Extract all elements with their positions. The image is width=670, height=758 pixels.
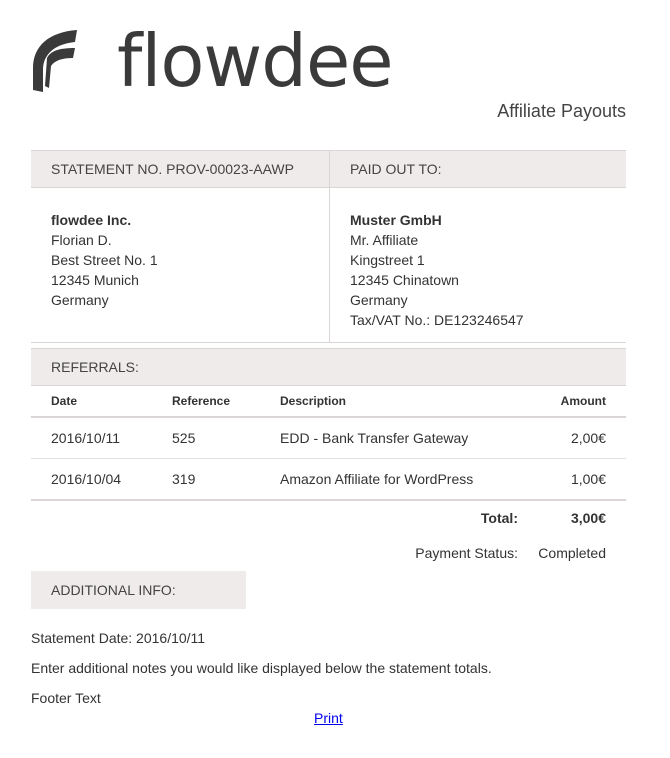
column-header-amount: Amount: [540, 386, 626, 417]
statement-number: STATEMENT NO. PROV-00023-AAWP: [51, 161, 294, 177]
address-row: [31, 188, 626, 342]
cell-date: 2016/10/04: [31, 459, 172, 501]
from-line: Germany: [51, 292, 109, 308]
flowdee-logo-icon: [31, 28, 79, 94]
cell-date: 2016/10/11: [31, 417, 172, 459]
footer-text: Footer Text: [31, 690, 101, 706]
to-line: 12345 Chinatown: [350, 272, 459, 288]
to-line: Tax/VAT No.: DE123246547: [350, 312, 524, 328]
statement-info-table: [31, 150, 626, 343]
additional-info-heading: ADDITIONAL INFO:: [31, 571, 246, 609]
referrals-heading: REFERRALS:: [31, 348, 626, 386]
to-line: Kingstreet 1: [350, 252, 425, 268]
table-row: [31, 417, 626, 459]
from-address: [31, 188, 329, 342]
additional-notes: Enter additional notes you would like displayed below the statement totals.: [31, 660, 492, 676]
logo-wordmark: flowdee: [117, 19, 393, 103]
payment-status-label: Payment Status:: [415, 545, 518, 561]
from-company: flowdee Inc.: [51, 212, 132, 228]
to-line: Germany: [350, 292, 408, 308]
to-address: [329, 188, 626, 342]
cell-amount: 1,00€: [540, 459, 626, 501]
to-line: Mr. Affiliate: [350, 232, 419, 248]
from-line: Best Street No. 1: [51, 252, 158, 268]
total-row: [31, 510, 626, 530]
total-label: Total:: [480, 510, 518, 526]
payment-status-row: [31, 545, 626, 565]
table-header-row: [31, 386, 626, 417]
from-line: 12345 Munich: [51, 272, 139, 288]
table-row: [31, 459, 626, 501]
payment-status-value: Completed: [538, 545, 606, 561]
to-company: Muster GmbH: [350, 212, 442, 228]
cell-amount: 2,00€: [540, 417, 626, 459]
print-link[interactable]: Print: [314, 710, 343, 726]
brand-logo: [31, 19, 393, 103]
referrals-table: [31, 386, 626, 501]
paid-out-to-label: PAID OUT TO:: [329, 151, 626, 187]
total-value: 3,00€: [570, 510, 606, 526]
cell-description: EDD - Bank Transfer Gateway: [280, 417, 540, 459]
column-header-reference: Reference: [172, 386, 280, 417]
statement-date: Statement Date: 2016/10/11: [31, 630, 206, 646]
column-header-date: Date: [31, 386, 172, 417]
cell-description: Amazon Affiliate for WordPress: [280, 459, 540, 501]
column-header-description: Description: [280, 386, 540, 417]
cell-reference: 525: [172, 417, 280, 459]
cell-reference: 319: [172, 459, 280, 501]
from-line: Florian D.: [51, 232, 112, 248]
statement-header-row: [31, 150, 626, 188]
document-title: Affiliate Payouts: [497, 101, 626, 121]
